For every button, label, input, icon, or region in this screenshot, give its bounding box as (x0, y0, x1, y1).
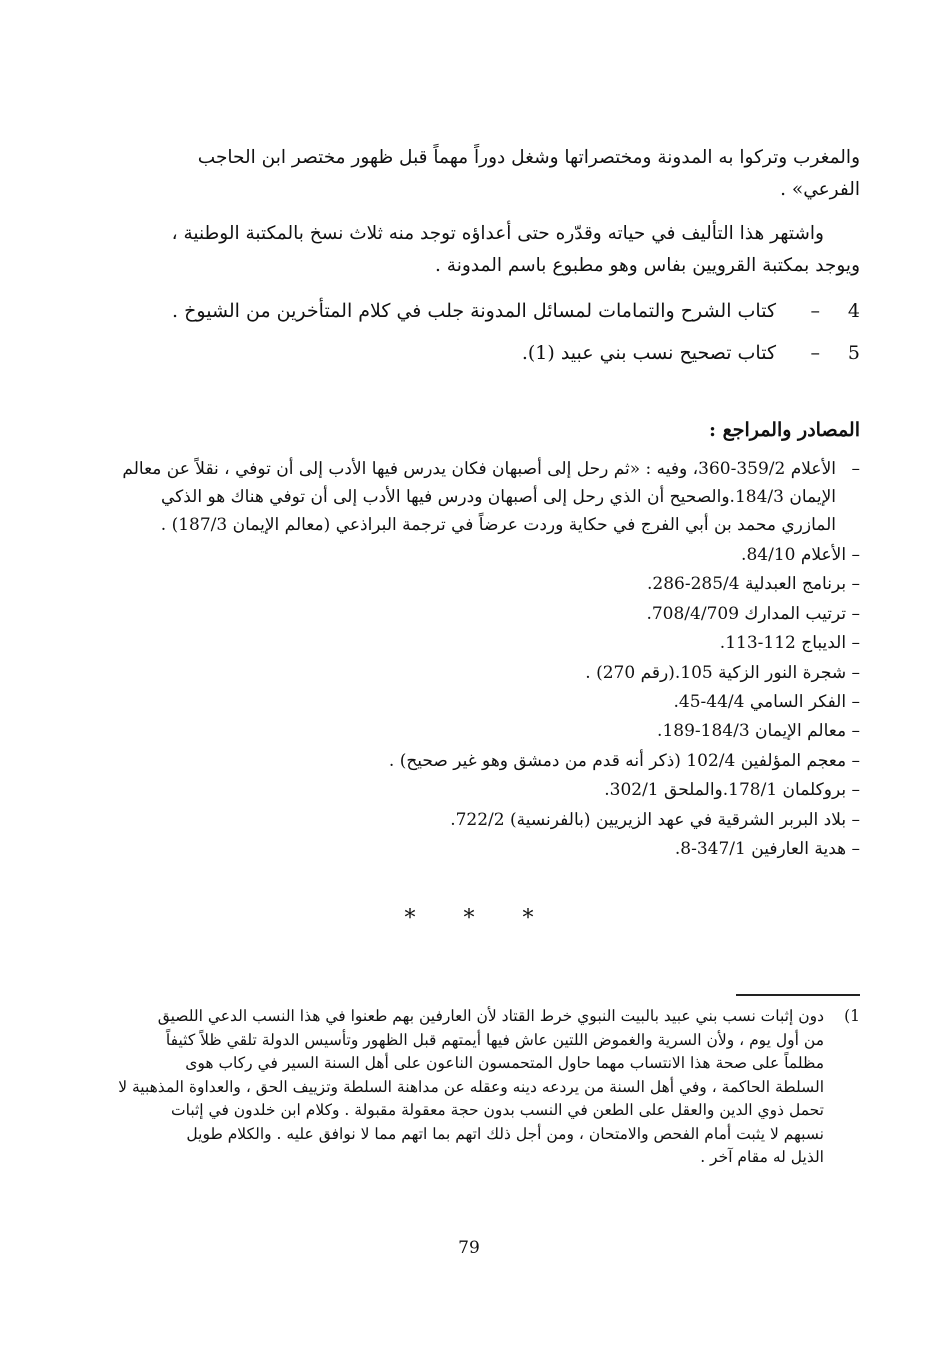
star-icon: * (463, 906, 475, 931)
source-item: – بروكلمان 178/1.والملحق 302/1. (604, 780, 860, 801)
source-item-multiline (122, 455, 860, 539)
source-line-2: الإيمان 184/3.والصحيح أن الذي رحل إلى أصبهان ودرس فيها الأدب إلى أن توفي هناك هو الذكي (160, 487, 836, 507)
footnote-line: السلطة الحاكمة ، وفي أهل السنة من يردعه دينه وعقله عن مداهنة السلطة وتزييف الحق ، والعداوة المذهبية لا (118, 1077, 824, 1096)
second-paragraph-line-2: ويوجد بمكتبة القرويين بفاس وهو مطبوع باسم المدونة . (435, 255, 860, 276)
footnote-line: مظلماً على صحة هذا الانتساب مهما حاول المتحمسون الناعون على أهل السنة السير في ركاب هوى (185, 1054, 824, 1072)
page-number: 79 (458, 1238, 480, 1258)
source-line-1-text: الأعلام 359/2-360، وفيه : «ثم رحل إلى أصبهان فكان يدرس فيها الأدب إلى أن توفي ، نقلاً عن معالم (122, 459, 836, 479)
footnote-rule (736, 994, 860, 996)
second-paragraph-line-1: واشتهر هذا التأليف في حياته وقدّره حتى أعداؤه توجد منه ثلاث نسخ بالمكتبة الوطنية ، (171, 223, 824, 244)
item-text: كتاب الشرح والتمامات لمسائل المدونة جلب في كلام المتأخرين من الشيوخ . (172, 300, 776, 322)
intro-paragraph (132, 142, 860, 206)
footnote-body (118, 1005, 824, 1170)
intro-line-1: والمغرب وتركوا به المدونة ومختصراتها وشغل دوراً مهماً قبل ظهور مختصر ابن الحاجب (197, 147, 860, 168)
footnote-line: نسبهم لا يثبت أمام الفحص والامتحان ، ومن أجل ذلك اتهم بما اتهم مما لا نوافق عليه . والكلام طويل (186, 1124, 824, 1143)
source-item: – ترتيب المدارك 708/4/709. (646, 603, 860, 624)
source-item: – شجرة النور الزكية 105.(رقم 270) . (585, 662, 860, 683)
star-icon: * (404, 906, 416, 931)
item-number: 5 (847, 342, 860, 364)
source-item: – معجم المؤلفين 102/4 (ذكر أنه قدم من دمشق وهو غير صحيح) . (388, 750, 860, 771)
item-text: كتاب تصحيح نسب بني عبيد (1). (521, 342, 776, 364)
numbered-item-5 (132, 338, 860, 368)
intro-line-2: الفرعي» . (780, 179, 860, 200)
source-item: – بلاد البربر الشرقية في عهد الزيريين (بالفرنسية) 722/2. (450, 809, 860, 830)
source-line-3: المازري محمد بن أبي الفرج في حكاية وردت عرضاً في ترجمة البراذعي (معالم الإيمان 187/3) . (160, 515, 836, 535)
numbered-item-4 (132, 296, 860, 326)
footnote-line: الذيل له مقام آخر . (700, 1148, 824, 1166)
source-item: – هدية العارفين 347/1-8. (674, 839, 860, 860)
source-item: – برنامج العبدلية 285/4-286. (646, 574, 860, 595)
source-item: – الأعلام 84/10. (741, 545, 860, 565)
sources-list (132, 541, 860, 864)
sources-heading: المصادر والمراجع : (708, 419, 860, 441)
source-item: – الديباج 112-113. (719, 633, 860, 654)
section-separator (0, 906, 938, 931)
source-line-1 (122, 455, 860, 483)
second-paragraph (132, 218, 860, 282)
footnote-line: دون إثبات نسب بني عبيد بالبيت النبوي خرط القتاد لأن العارفين بهم طعنوا في هذا النسب الدعي اللصيق (157, 1007, 824, 1025)
footnote-line: تحمل ذوي الدين والعقل على الطعن في النسب بدون حجة معقولة مقبولة . وكلام ابن خلدون في إثبات (171, 1101, 824, 1119)
source-item: – معالم الإيمان 184/3-189. (657, 721, 860, 742)
item-dash: – (810, 300, 820, 322)
footnote-line: من أول يوم ، ولأن السرية والغموض اللتين عاش فيها أيمتهم قبل الظهور وتأسيس الدولة تلقي ظلاً كثيفاً (165, 1030, 824, 1049)
item-number: 4 (847, 300, 860, 322)
source-item: – الفكر السامي 44/4-45. (673, 692, 860, 713)
star-icon: * (522, 906, 534, 931)
source-bullet: – (851, 459, 860, 479)
item-dash: – (810, 342, 820, 364)
footnote-number: 1) (844, 1007, 860, 1025)
